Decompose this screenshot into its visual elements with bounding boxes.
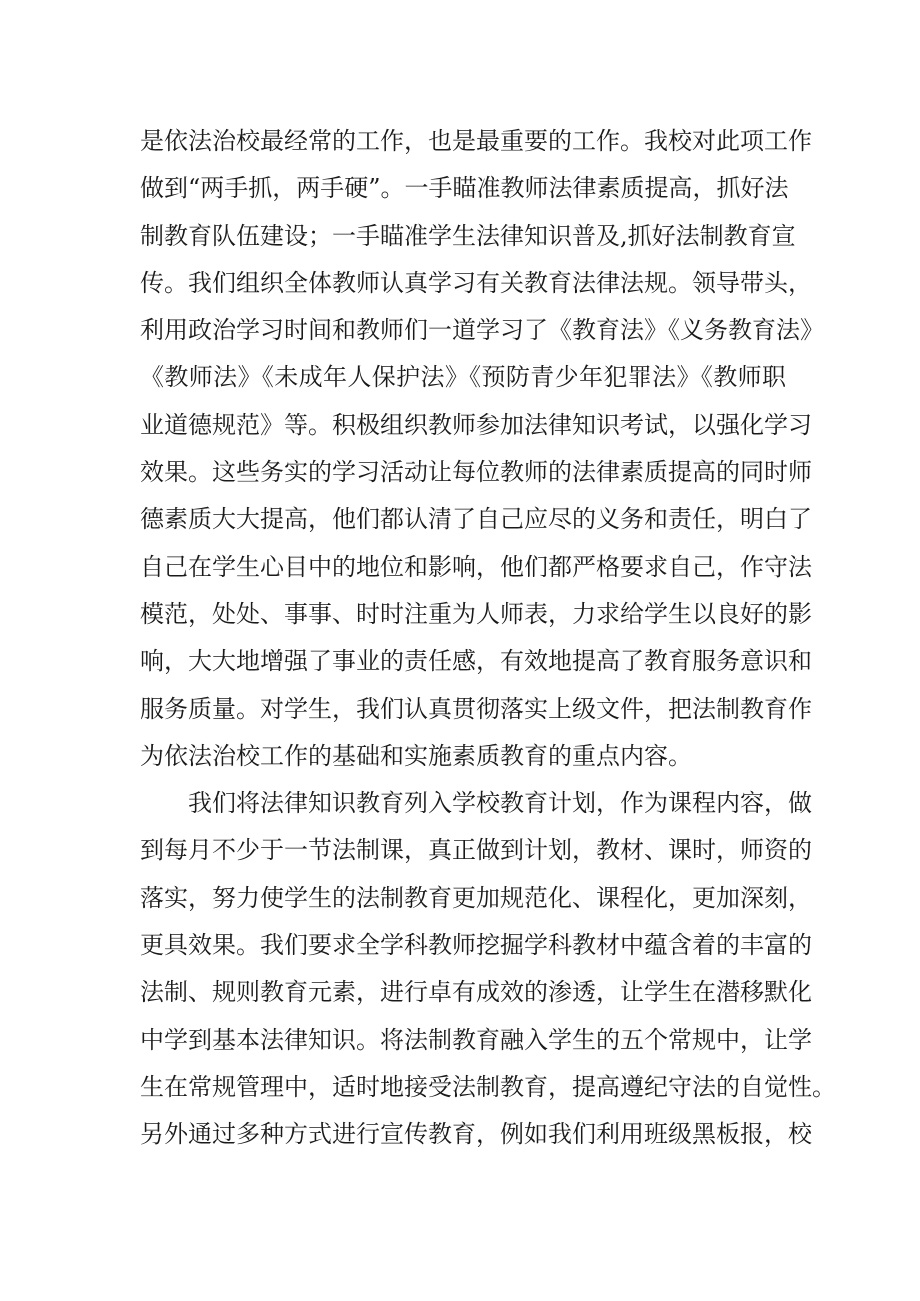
text-line: 德素质大大提高，他们都认清了自己应尽的义务和责任，明白了 xyxy=(140,505,812,534)
document-body xyxy=(140,118,836,1159)
text-line: 《教师法》《未成年人保护法》《预防青少年犯罪法》《教师职 xyxy=(140,363,786,392)
text-line: 落实，努力使学生的法制教育更加规范化、课程化，更加深刻， xyxy=(140,883,812,912)
text-line: 到每月不少于一节法制课，真正做到计划，教材、课时，师资的 xyxy=(140,836,812,865)
text-line: 为依法治校工作的基础和实施素质教育的重点内容。 xyxy=(140,741,692,770)
text-line: 模范，处处、事事、时时注重为人师表，力求给学生以良好的影 xyxy=(140,599,812,628)
text-line: 中学到基本法律知识。将法制教育融入学生的五个常规中，让学 xyxy=(140,1025,812,1054)
text-line: 另外通过多种方式进行宣传教育，例如我们利用班级黑板报，校 xyxy=(140,1120,812,1149)
text-line: 效果。这些务实的学习活动让每位教师的法律素质提高的同时师 xyxy=(140,458,812,487)
text-line: 制教育队伍建设；一手瞄准学生法律知识普及,抓好法制教育宣 xyxy=(140,221,796,250)
text-line: 服务质量。对学生，我们认真贯彻落实上级文件，把法制教育作 xyxy=(140,694,812,723)
text-line: 是依法治校最经常的工作，也是最重要的工作。我校对此项工作 xyxy=(140,127,812,155)
text-line: 响，大大地增强了事业的责任感，有效地提高了教育服务意识和 xyxy=(140,647,812,676)
text-line: 传。我们组织全体教师认真学习有关教育法律法规。领导带头， xyxy=(140,268,812,297)
text-line: 做到“两手抓，两手硬”。一手瞄准教师法律素质提高，抓好法 xyxy=(140,174,789,203)
text-line: 生在常规管理中，适时地接受法制教育，提高遵纪守法的自觉性。 xyxy=(140,1072,836,1101)
text-line: 法制、规则教育元素，进行卓有成效的渗透，让学生在潜移默化 xyxy=(140,978,812,1007)
text-line: 业道德规范》等。积极组织教师参加法律知识考试，以强化学习 xyxy=(140,410,812,439)
text-line: 更具效果。我们要求全学科教师挖掘学科教材中蕴含着的丰富的 xyxy=(140,931,812,960)
text-line: 我们将法律知识教育列入学校教育计划，作为课程内容，做 xyxy=(188,789,812,818)
text-line: 自己在学生心目中的地位和影响，他们都严格要求自己，作守法 xyxy=(140,552,812,581)
text-line: 利用政治学习时间和教师们一道学习了《教育法》《义务教育法》 xyxy=(140,316,824,345)
